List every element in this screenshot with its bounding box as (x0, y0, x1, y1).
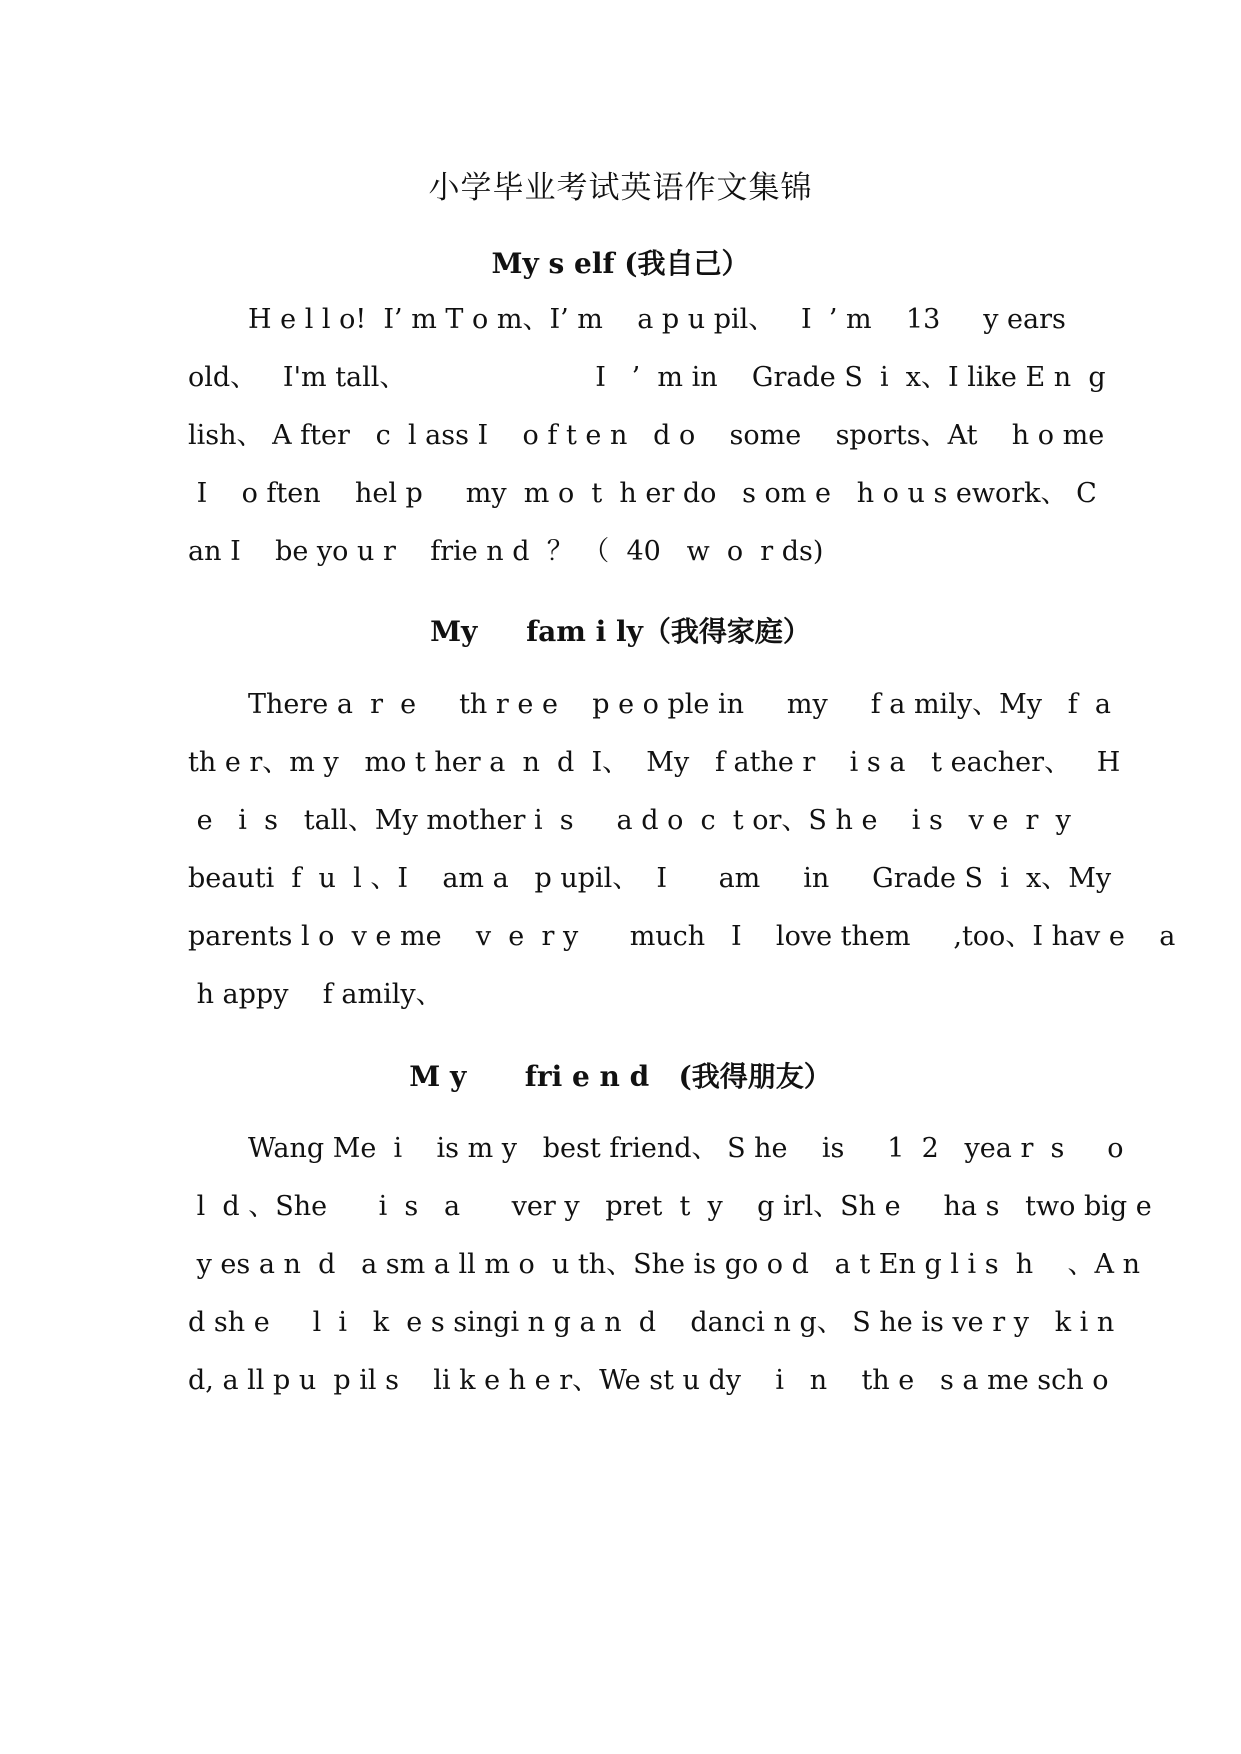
paragraph-line: parents l o v e me v e r y much I love them ,too、I hav e a (188, 921, 1176, 952)
paragraph-line: e i s tall、My mother i s a d o c t or、S h e i s v e r y (188, 805, 1071, 836)
paragraph-line: d sh e l i k e s singi n g a n d danci n g、 S he is ve r y k i n (188, 1307, 1115, 1338)
paragraph-line: th e r、m y mo t her a n d I、 My f athe r i s a t eacher、 H (188, 747, 1121, 778)
paragraph-my-family (188, 688, 1176, 1018)
paragraph-line: beauti f u l 、I am a p upil、 I am in Grade S i x、My (188, 863, 1112, 894)
section-heading-my-friend: M y fri e n d (我得朋友） (409, 1060, 832, 1093)
paragraph-line: an I be yo u r frie n d ？ （ 40 w o r ds) (188, 536, 824, 567)
paragraph-line: I o ften hel p my m o t h er do s om e h o u s ework、 C (188, 478, 1097, 509)
paragraph-line: d, a ll p u p il s li k e h e r、We st u dy i n th e s a me sch o (188, 1365, 1109, 1396)
section-heading-my-family: My fam i ly（我得家庭） (430, 615, 811, 648)
paragraph-line: There a r e th r e e p e o ple in my f a mily、My f a (248, 689, 1111, 720)
section-heading-myself: My s elf (我自己） (491, 247, 750, 280)
paragraph-line: l d 、She i s a ver y pret t y g irl、Sh e ha s two big e (188, 1191, 1152, 1222)
paragraph-my-friend (188, 1132, 1152, 1412)
paragraph-line: H e l l o! I’ m T o m、I’ m a p u pil、 I ’ m 13 y ears (248, 304, 1066, 335)
paragraph-line: Wang Me i is m y best friend、 S he is 1 2 yea r s o (248, 1133, 1124, 1164)
paragraph-line: old、 I'm tall、 I ’ m in Grade S i x、I like E n g (188, 362, 1106, 393)
paragraph-myself (188, 303, 1106, 583)
paragraph-line: lish、 A fter c l ass I o f t e n d o some sports、At h o me (188, 420, 1105, 451)
paragraph-line: y es a n d a sm a ll m o u th、She is go o d a t En g l i s h 、A n (188, 1249, 1140, 1280)
document-title: 小学毕业考试英语作文集锦 (428, 170, 813, 206)
paragraph-line: h appy f amily、 (188, 979, 443, 1010)
